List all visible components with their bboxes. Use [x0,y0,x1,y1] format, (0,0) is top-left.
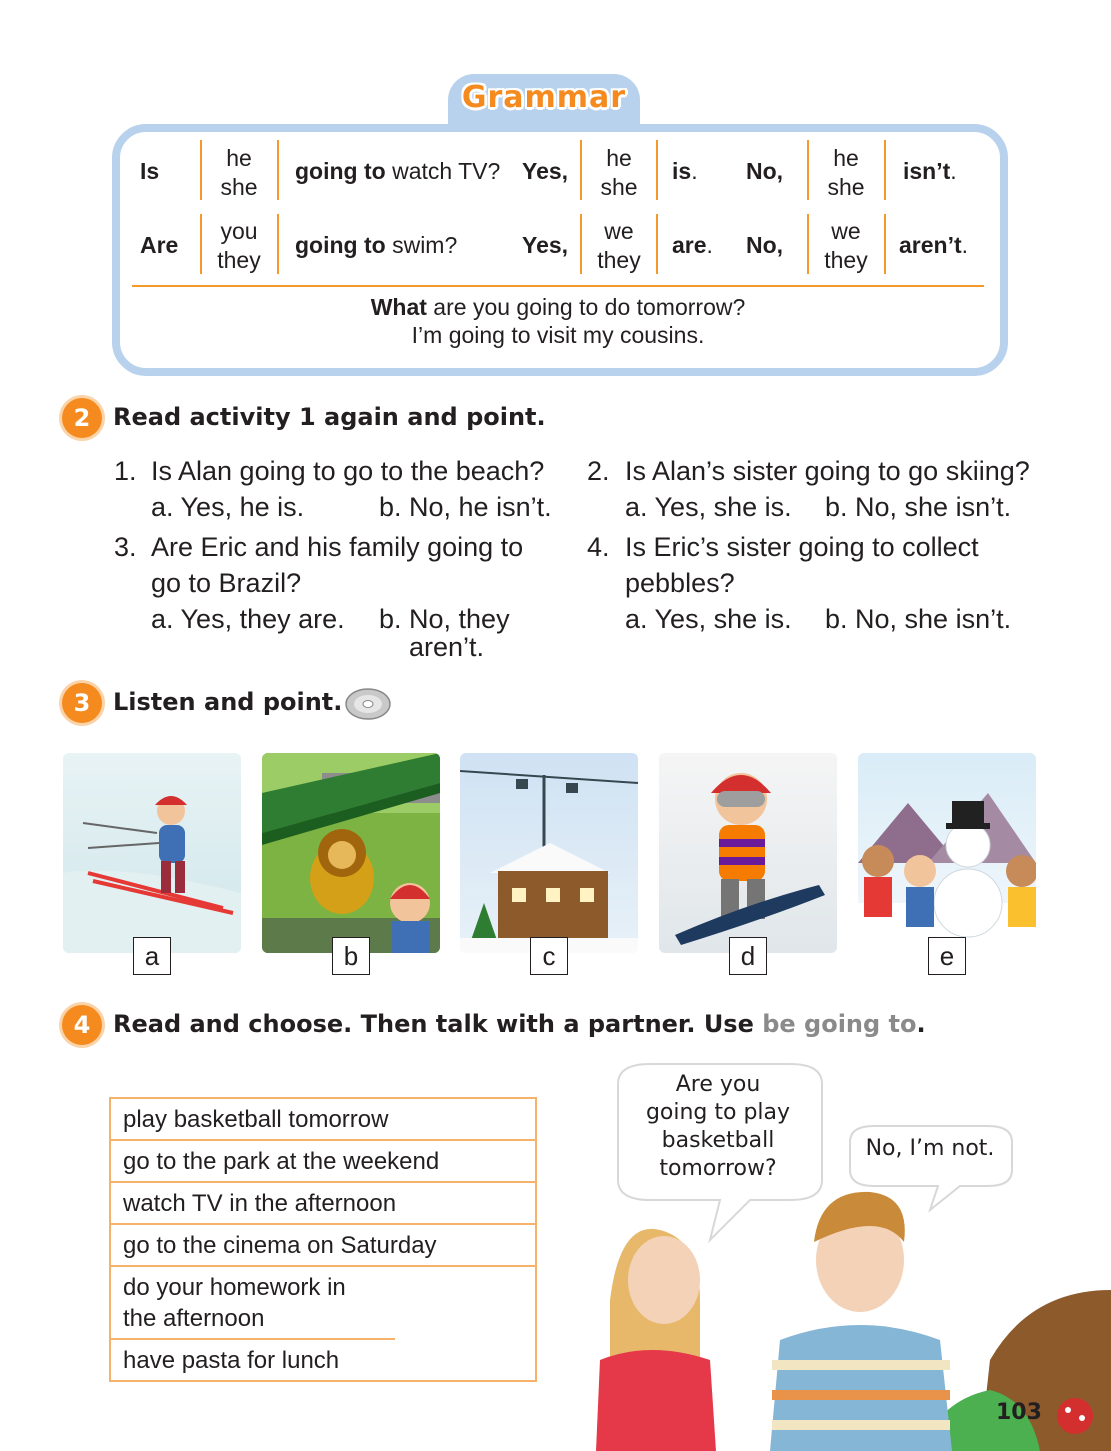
speech-bubble-answer: No, I’m not. [865,1136,995,1161]
picture-label: c [530,937,568,975]
snowboarder-illustration [659,753,837,953]
q2-option-b: b. No, she isn’t. [825,492,1012,522]
q1-option-b: b. No, he isn’t. [379,492,552,522]
q3-option-b: b. No, they [379,604,510,634]
page-number: 103 [996,1400,1042,1425]
skier-illustration [63,753,241,953]
picture-label: e [928,937,966,975]
list-item: go to the cinema on Saturday [111,1225,535,1267]
q3-number: 3. [114,532,137,562]
picture-label: a [133,937,171,975]
grammar-divider [277,140,279,200]
q3-text-line1: Are Eric and his family going to [151,532,524,562]
grammar-are-answer: are. [672,232,713,258]
grammar-question-2: going to swim? [295,232,458,258]
q2-text: Is Alan’s sister going to go skiing? [625,456,1030,486]
picture-label: b [332,937,370,975]
picture-label: d [729,937,767,975]
grammar-divider [580,214,582,274]
picture-skiing [63,753,241,953]
activity-number-4: 4 [62,1005,102,1045]
list-item: play basketball tomorrow [111,1099,535,1141]
grammar-title: Grammar [461,80,627,115]
grammar-is: Is [140,158,160,184]
grammar-are: Are [140,232,179,258]
grammar-is-answer: is. [672,158,698,184]
grammar-what-answer: I’m going to visit my cousins. [411,322,705,348]
grammar-pronoun-you: you they [217,218,261,273]
grammar-isnt: isn’t. [903,158,957,184]
snowman-illustration [858,753,1036,953]
grammar-pronoun-we: we they [597,218,641,273]
grammar-divider [580,140,582,200]
q4-option-b: b. No, she isn’t. [825,604,1012,634]
list-item: do your homework in the afternoon [111,1267,395,1340]
chalet-illustration [460,753,638,953]
q2-option-a: a. Yes, she is. [625,492,792,522]
grammar-pronoun-he: he she [220,145,258,200]
audio-cd-icon[interactable] [344,686,392,722]
q1-number: 1. [114,456,137,486]
grammar-pronoun-he: he she [827,145,865,200]
picture-snowboarding [659,753,837,953]
grammar-arent: aren’t. [899,232,969,258]
grammar-no: No, [746,232,784,258]
grammar-divider [200,140,202,200]
grammar-divider [807,214,809,274]
grammar-pronoun-he: he she [600,145,638,200]
grammar-question-1: going to watch TV? [295,158,501,184]
q3-text-line2: go to Brazil? [151,568,302,598]
picture-snowman [858,753,1036,953]
grammar-pronoun-we: we they [824,218,868,273]
q1-option-a: a. Yes, he is. [151,492,305,522]
grammar-divider [656,214,658,274]
activity-number-2: 2 [62,398,102,438]
grammar-divider [277,214,279,274]
list-item: go to the park at the weekend [111,1141,535,1183]
grammar-what-question: What are you going to do tomorrow? [370,294,746,320]
q3-option-a: a. Yes, they are. [151,604,345,634]
picture-zoo [262,753,440,953]
grammar-no: No, [746,158,784,184]
activity3-title: Listen and point. [113,688,343,716]
activity4-title: Read and choose. Then talk with a partner. Use be going to. [113,1010,926,1038]
list-item: watch TV in the afternoon [111,1183,535,1225]
activity-number-3: 3 [62,683,102,723]
speech-bubble-question: Are you going to play basketball tomorrow? [645,1072,791,1181]
grammar-divider [884,214,886,274]
grammar-divider [200,214,202,274]
grammar-divider [656,140,658,200]
grammar-separator [132,285,984,287]
grammar-yes: Yes, [522,232,569,258]
q4-option-a: a. Yes, she is. [625,604,792,634]
q3-option-b-cont: aren’t. [409,632,485,662]
activity-list [109,1097,537,1382]
grammar-yes: Yes, [522,158,569,184]
q4-text-line1: Is Eric’s sister going to collect [625,532,979,562]
q4-text-line2: pebbles? [625,568,735,598]
q2-number: 2. [587,456,610,486]
list-item: have pasta for lunch [123,1347,340,1374]
grammar-divider [807,140,809,200]
grammar-divider [884,140,886,200]
q4-number: 4. [587,532,610,562]
picture-ski-resort [460,753,638,953]
q1-text: Is Alan going to go to the beach? [151,456,545,486]
activity2-title: Read activity 1 again and point. [113,403,546,431]
zoo-illustration [262,753,440,953]
